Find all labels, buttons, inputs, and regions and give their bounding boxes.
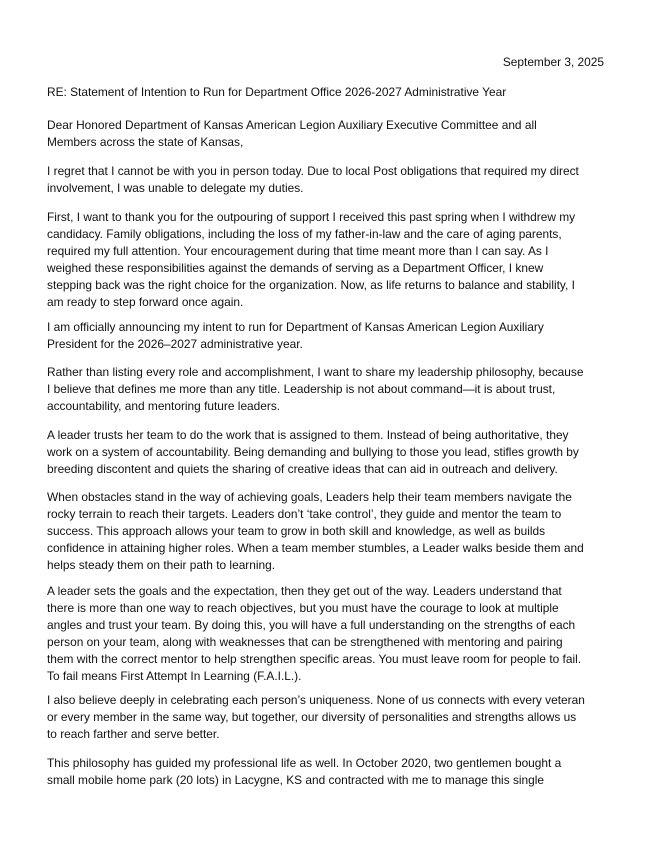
paragraph-line: This philosophy has guided my professional life as well. In October 2020, two gentlemen bought a [47, 756, 562, 770]
paragraph-line: helps steady them on their path to learning. [47, 558, 276, 572]
letter-date: September 3, 2025 [502, 55, 604, 69]
paragraph-line: Rather than listing every role and accomplishment, I want to share my leadership philosophy, because [47, 365, 584, 379]
paragraph-professional [47, 755, 613, 789]
paragraph-line: rocky terrain to reach their targets. Leaders don’t ‘take control’, they guide and mentor the team to [47, 507, 562, 521]
paragraph-line: I believe that defines me more than any title. Leadership is not about command—it is about trust, [47, 382, 556, 396]
paragraph-trust [47, 427, 613, 478]
paragraph-line: involvement, I was unable to delegate my duties. [47, 181, 304, 195]
paragraph-regret [47, 163, 613, 197]
paragraph-announcement [47, 319, 613, 353]
paragraph-line: confidence in attaining higher roles. When a team member stumbles, a Leader walks beside them and [47, 541, 584, 555]
paragraph-uniqueness [47, 692, 613, 743]
paragraph-line: I regret that I cannot be with you in person today. Due to local Post obligations that required my direct [47, 164, 579, 178]
paragraph-line: person on your team, along with weaknesses that can be strengthened with mentoring and pairing [47, 635, 563, 649]
paragraph-thanks [47, 209, 613, 311]
paragraph-line: there is more than one way to reach objectives, but you must have the courage to look at multiple [47, 601, 559, 615]
paragraph-line: breeding discontent and quiets the sharing of creative ideas that can aid in outreach and delivery. [47, 462, 558, 476]
paragraph-line: A leader sets the goals and the expectation, then they get out of the way. Leaders understand that [47, 584, 562, 598]
salutation-line: Members across the state of Kansas, [47, 135, 244, 149]
paragraph-line: success. This approach allows your team to grow in both skill and knowledge, as well as builds [47, 524, 546, 538]
paragraph-line: angles and trust your team. By doing this, you will have a full understanding on the strengths of each [47, 618, 576, 632]
paragraph-line: A leader trusts her team to do the work that is assigned to them. Instead of being authoritative, they [47, 428, 569, 442]
paragraph-line: to reach farther and serve better. [47, 727, 220, 741]
re-text: RE: Statement of Intention to Run for Department Office 2026-2027 Administrative Year [47, 85, 507, 99]
paragraph-line: small mobile home park (20 lots) in Lacygne, KS and contracted with me to manage this single [47, 773, 545, 787]
paragraph-line: To fail means First Attempt In Learning (F.A.I.L.). [47, 669, 302, 683]
paragraph-line: weighed these responsibilities against the demands of serving as a Department Officer, I knew [47, 261, 544, 275]
paragraph-line: candidacy. Family obligations, including the loss of my father-in-law and the care of aging parents, [47, 227, 562, 241]
salutation [47, 117, 613, 151]
paragraph-obstacles [47, 489, 613, 574]
paragraph-line: accountability, and mentoring future leaders. [47, 399, 281, 413]
paragraph-line: or every member in the same way, but together, our diversity of personalities and strengths allows us [47, 710, 577, 724]
paragraph-line: required my full attention. Your encouragement during that time meant more than I can say. As I [47, 244, 549, 258]
paragraph-line: work on a system of accountability. Being demanding and bullying to those you lead, stifles growth by [47, 445, 579, 459]
paragraph-goals [47, 583, 613, 685]
paragraph-philosophy [47, 364, 613, 415]
paragraph-line: them with the correct mentor to help strengthen specific areas. You must leave room for people to fail. [47, 652, 582, 666]
paragraph-line: am ready to step forward once again. [47, 295, 244, 309]
paragraph-line: First, I want to thank you for the outpouring of support I received this past spring when I withdrew my [47, 210, 576, 224]
paragraph-line: I also believe deeply in celebrating each person’s uniqueness. None of us connects with every veteran [47, 693, 585, 707]
paragraph-line: I am officially announcing my intent to run for Department of Kansas American Legion Auxiliary [47, 320, 544, 334]
paragraph-line: When obstacles stand in the way of achieving goals, Leaders help their team members navigate the [47, 490, 572, 504]
salutation-line: Dear Honored Department of Kansas American Legion Auxiliary Executive Committee and all [47, 118, 537, 132]
paragraph-line: stepping back was the right choice for the organization. Now, as life returns to balance and stability, I [47, 278, 575, 292]
paragraph-line: President for the 2026–2027 administrative year. [47, 337, 303, 351]
re-line [47, 84, 613, 101]
